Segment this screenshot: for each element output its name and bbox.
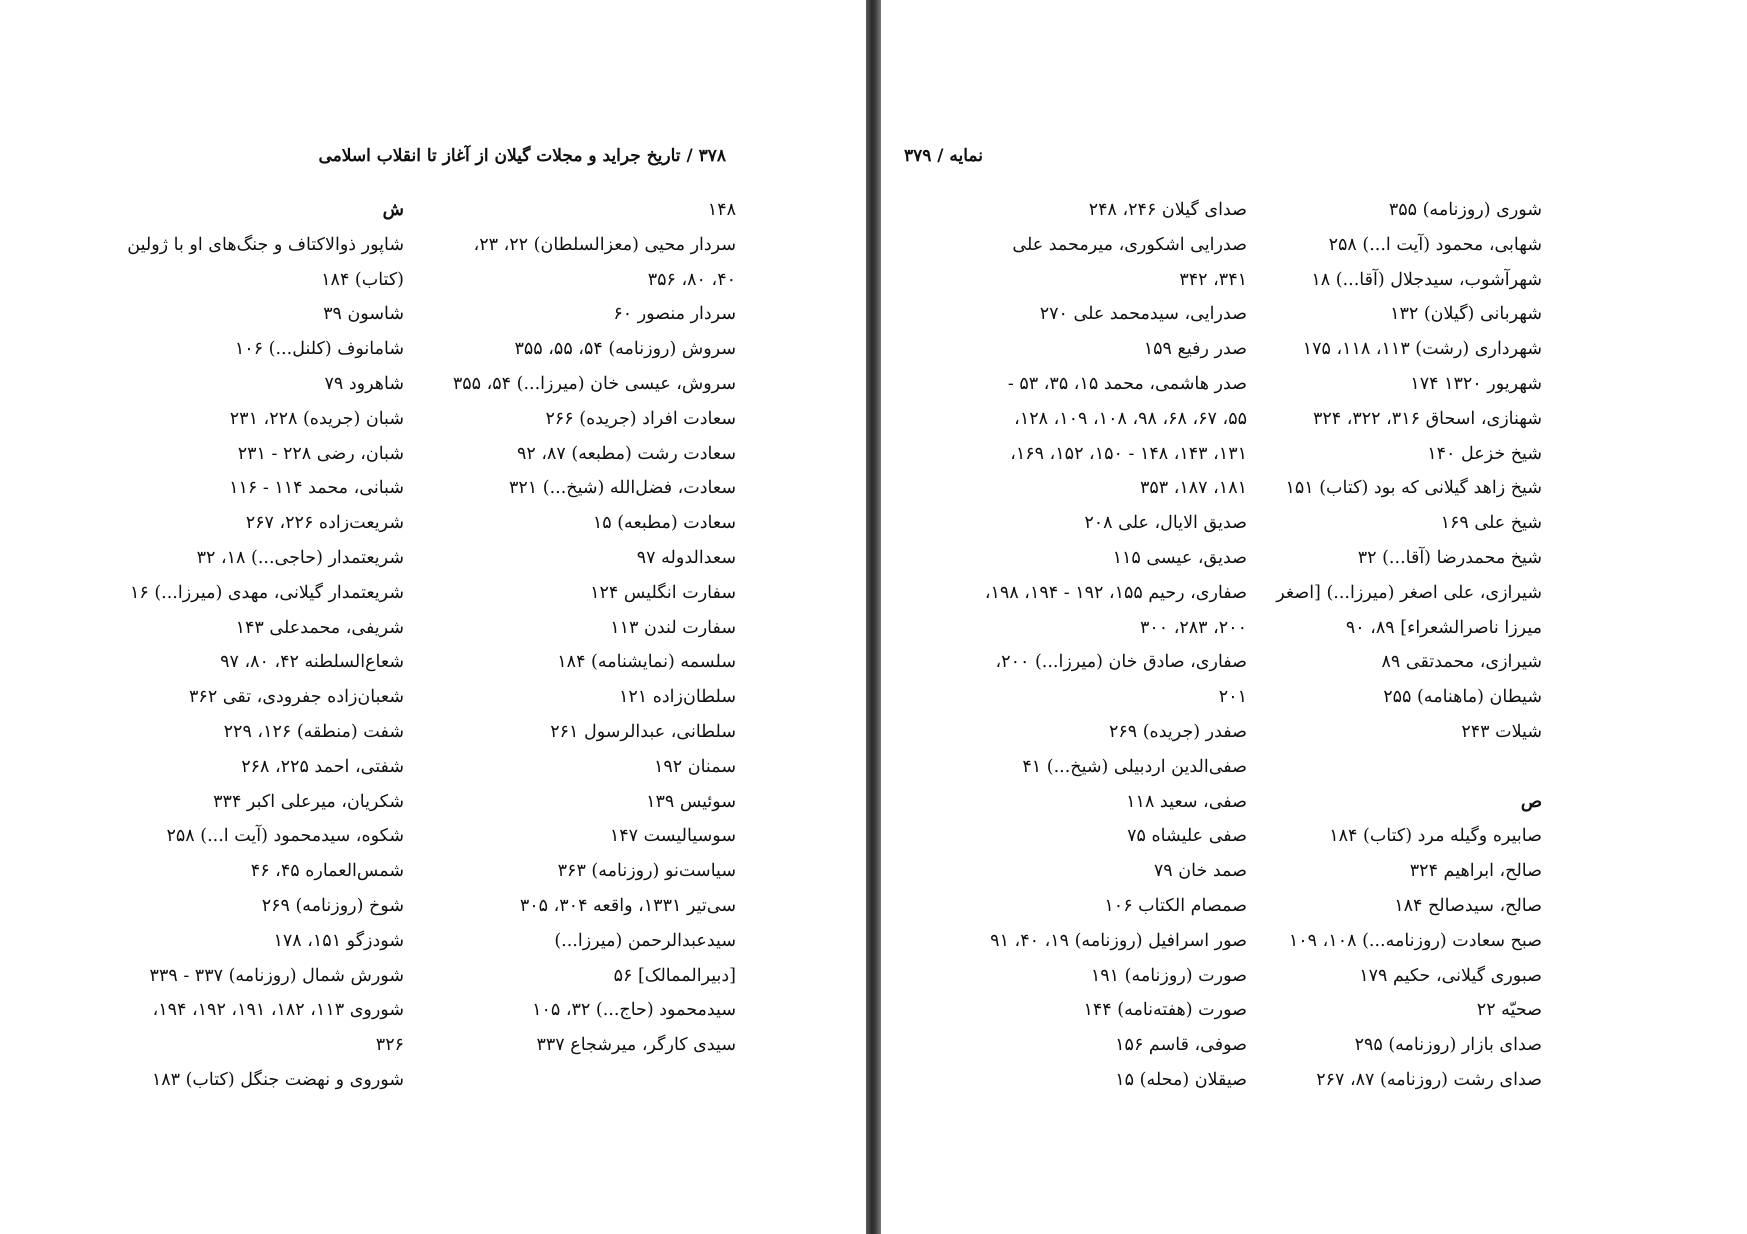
index-entry: شیرازی، محمدتقی ۸۹ <box>1381 652 1542 673</box>
section-spacer <box>1212 750 1542 785</box>
index-entry: سوسیالیست ۱۴۷ <box>609 826 736 847</box>
index-entry: سیدمحمود (حاج...) ۳۲، ۱۰۵ <box>532 1000 736 1021</box>
index-entry: ۱۳۱، ۱۴۳، ۱۴۸ - ۱۵۰، ۱۵۲، ۱۶۹، <box>1010 443 1247 464</box>
index-entry: سی‌تیر ۱۳۳۱، واقعه ۳۰۴، ۳۰۵ <box>519 895 736 916</box>
index-entry: شورش شمال (روزنامه) ۳۳۷ - ۳۳۹ <box>149 965 404 986</box>
index-entry: شوخ (روزنامه) ۲۶۹ <box>261 895 404 916</box>
index-entry: سلطانی، عبدالرسول ۲۶۱ <box>550 721 736 742</box>
index-entry: شبان (جریده) ۲۲۸، ۲۳۱ <box>229 408 404 429</box>
index-entry: صفی‌الدین اردبیلی (شیخ...) ۴۱ <box>1022 756 1247 777</box>
index-entry: (کتاب) ۱۸۴ <box>321 269 404 290</box>
index-entry: شبان، رضی ۲۲۸ - ۲۳۱ <box>237 443 404 464</box>
index-entry: شهریور ۱۳۲۰ ۱۷۴ <box>1410 373 1542 394</box>
left-index-column-a <box>406 193 736 1063</box>
index-entry: شهنازی، اسحاق ۳۱۶، ۳۲۲، ۳۲۴ <box>1312 408 1542 429</box>
index-entry: شریعت‌زاده ۲۲۶، ۲۶۷ <box>245 513 404 534</box>
index-entry: ۲۰۰، ۲۸۳، ۳۰۰ <box>1139 617 1247 638</box>
index-entry: سیدی کارگر، میرشجاع ۳۳۷ <box>536 1035 736 1056</box>
index-entry: صورت (هفته‌نامه) ۱۴۴ <box>1083 1000 1247 1021</box>
index-entry: صدیق الایال، علی ۲۰۸ <box>1084 513 1247 534</box>
index-entry: شاپور ذوالاکتاف و جنگ‌های او با ژولین <box>127 234 404 255</box>
index-entry: ۲۰۱ <box>1218 687 1247 708</box>
index-entry: شمس‌العماره ۴۵، ۴۶ <box>250 861 404 882</box>
index-entry: سوئیس ۱۳۹ <box>646 791 736 812</box>
index-entry: صدیق، عیسی ۱۱۵ <box>1112 547 1247 568</box>
index-entry: صور اسرافیل (روزنامه) ۱۹، ۴۰، ۹۱ <box>990 930 1247 951</box>
book-gutter <box>866 0 881 1234</box>
index-entry: شفتی، احمد ۲۲۵، ۲۶۸ <box>241 756 404 777</box>
index-entry: صمصام الکتاب ۱۰۶ <box>1104 895 1247 916</box>
index-entry: شاهرود ۷۹ <box>324 373 404 394</box>
right-page <box>881 0 1747 1234</box>
index-entry: صبح سعادت (روزنامه...) ۱۰۸، ۱۰۹ <box>1288 930 1542 951</box>
index-entry: شهابی، محمود (آیت ا...) ۲۵۸ <box>1328 234 1542 255</box>
index-entry: شریعتمدار (حاجی...) ۱۸، ۳۲ <box>196 547 404 568</box>
index-entry: شیخ علی ۱۶۹ <box>1440 513 1542 534</box>
index-entry: صفاری، رحیم ۱۵۵، ۱۹۲ - ۱۹۴، ۱۹۸، <box>984 582 1247 603</box>
index-entry: سعادت رشت (مطبعه) ۸۷، ۹۲ <box>516 443 736 464</box>
index-entry: شیطان (ماهنامه) ۲۵۵ <box>1383 687 1542 708</box>
index-entry: میرزا ناصرالشعراء] ۸۹، ۹۰ <box>1345 617 1542 638</box>
left-page-header: ۳۷۸ / تاریخ جراید و مجلات گیلان از آغاز تا انقلاب اسلامی <box>318 146 726 166</box>
index-entry: صحیّه ۲۲ <box>1476 1000 1542 1021</box>
index-entry: شهرآشوب، سیدجلال (آقا...) ۱۸ <box>1311 269 1542 290</box>
index-entry: شیخ زاهد گیلانی که بود (کتاب) ۱۵۱ <box>1285 478 1542 499</box>
index-entry: سلسمه (نمایشنامه) ۱۸۴ <box>557 652 736 673</box>
index-entry: شیخ خزعل ۱۴۰ <box>1427 443 1542 464</box>
index-entry: [دبیرالممالک] ۵۶ <box>613 965 736 986</box>
index-entry: شودزگو ۱۵۱، ۱۷۸ <box>273 930 404 951</box>
index-entry: شیخ محمدرضا (آقا...) ۳۲ <box>1357 547 1542 568</box>
index-entry: سفارت لندن ۱۱۳ <box>610 617 736 638</box>
index-entry: سروش، عیسی خان (میرزا...) ۵۴، ۳۵۵ <box>452 373 736 394</box>
index-entry: سردار محیی (معزالسلطان) ۲۲، ۲۳، <box>473 234 736 255</box>
index-entry: صفدر (جریده) ۲۶۹ <box>1108 721 1247 742</box>
right-page-header: نمایه / ۳۷۹ <box>903 146 983 166</box>
index-entry: ۱۴۸ <box>707 200 736 220</box>
index-entry: شامانوف (کلنل...) ۱۰۶ <box>234 339 404 360</box>
index-entry: شعاع‌السلطنه ۴۲، ۸۰، ۹۷ <box>220 652 404 673</box>
right-index-column-b <box>947 193 1247 1098</box>
index-entry: سیدعبدالرحمن (میرزا...) <box>554 930 736 951</box>
index-entry: شفت (منطقه) ۱۲۶، ۲۲۹ <box>223 721 404 742</box>
index-entry: صفی علیشاه ۷۵ <box>1127 826 1247 847</box>
index-entry: صورت (روزنامه) ۱۹۱ <box>1090 965 1247 986</box>
section-letter: ش <box>382 200 404 220</box>
index-entry: سعادت افراد (جریده) ۲۶۶ <box>545 408 736 429</box>
index-entry: سیاست‌نو (روزنامه) ۳۶۳ <box>557 861 736 882</box>
index-entry: شوری (روزنامه) ۳۵۵ <box>1388 200 1542 220</box>
index-entry: صفی، سعید ۱۱۸ <box>1126 791 1247 812</box>
left-index-column-b <box>74 193 404 1098</box>
index-entry: صدر هاشمی، محمد ۱۵، ۳۵، ۵۳ - <box>1007 373 1247 394</box>
index-entry: شهربانی (گیلان) ۱۳۲ <box>1390 304 1542 325</box>
index-entry: صدرایی، سیدمحمد علی ۲۷۰ <box>1039 304 1247 325</box>
index-entry: شبانی، محمد ۱۱۴ - ۱۱۶ <box>229 478 404 499</box>
index-entry: شکوه، سیدمحمود (آیت ا...) ۲۵۸ <box>166 826 404 847</box>
index-entry: سروش (روزنامه) ۵۴، ۵۵، ۳۵۵ <box>514 339 736 360</box>
index-entry: سعادت (مطبعه) ۱۵ <box>592 513 736 534</box>
index-entry: شریفی، محمدعلی ۱۴۳ <box>235 617 404 638</box>
index-entry: صوفی، قاسم ۱۵۶ <box>1115 1035 1247 1056</box>
index-entry: صدای رشت (روزنامه) ۸۷، ۲۶۷ <box>1316 1069 1542 1090</box>
index-entry: صبوری گیلانی، حکیم ۱۷۹ <box>1359 965 1542 986</box>
index-entry: صابیره وگیله مرد (کتاب) ۱۸۴ <box>1329 826 1542 847</box>
index-entry: شیرازی، علی اصغر (میرزا...) [اصغر <box>1276 582 1542 603</box>
index-entry: شریعتمدار گیلانی، مهدی (میرزا...) ۱۶ <box>129 582 404 603</box>
index-entry: صالح، سیدصالح ۱۸۴ <box>1394 895 1542 916</box>
index-entry: صدای گیلان ۲۴۶، ۲۴۸ <box>1088 200 1247 220</box>
index-entry: سعادت، فضل‌الله (شیخ...) ۳۲۱ <box>509 478 736 499</box>
left-page <box>0 0 866 1234</box>
index-entry: سعدالدوله ۹۷ <box>636 547 736 568</box>
index-entry: شکریان، میرعلی اکبر ۳۳۴ <box>213 791 404 812</box>
index-entry: ۱۸۱، ۱۸۷، ۳۵۳ <box>1139 478 1247 499</box>
index-entry: صفاری، صادق خان (میرزا...) ۲۰۰، <box>995 652 1247 673</box>
index-entry: صالح، ابراهیم ۳۲۴ <box>1409 861 1542 882</box>
index-entry: سفارت انگلیس ۱۲۴ <box>590 582 736 603</box>
index-entry: ۳۴۱، ۳۴۲ <box>1179 269 1247 290</box>
index-entry: صیقلان (محله) ۱۵ <box>1115 1069 1247 1090</box>
index-entry: شعبان‌زاده جفرودی، تقی ۳۶۲ <box>189 687 404 708</box>
index-entry: صدر رفیع ۱۵۹ <box>1143 339 1247 360</box>
index-entry: ۴۰، ۸۰، ۳۵۶ <box>647 269 736 290</box>
section-letter: ص <box>1520 791 1542 812</box>
index-entry: ۳۲۶ <box>375 1035 404 1056</box>
index-entry: شیلات ۲۴۳ <box>1461 721 1542 742</box>
index-entry: شوروی ۱۱۳، ۱۸۲، ۱۹۱، ۱۹۲، ۱۹۴، <box>152 1000 404 1021</box>
right-index-column-a <box>1212 193 1542 1098</box>
index-entry: شاسون ۳۹ <box>323 304 404 325</box>
index-entry: صمد خان ۷۹ <box>1153 861 1247 882</box>
index-entry: سمنان ۱۹۲ <box>653 756 736 777</box>
index-entry: شوروی و نهضت جنگل (کتاب) ۱۸۳ <box>151 1069 404 1090</box>
index-entry: سلطان‌زاده ۱۲۱ <box>618 687 736 708</box>
index-entry: ۵۵، ۶۷، ۶۸، ۹۸، ۱۰۸، ۱۰۹، ۱۲۸، <box>1014 408 1247 429</box>
index-entry: صدرایی اشکوری، میرمحمد علی <box>1012 234 1247 255</box>
index-entry: سردار منصور ۶۰ <box>613 304 736 325</box>
index-entry: صدای بازار (روزنامه) ۲۹۵ <box>1354 1035 1542 1056</box>
index-entry: شهرداری (رشت) ۱۱۳، ۱۱۸، ۱۷۵ <box>1302 339 1542 360</box>
